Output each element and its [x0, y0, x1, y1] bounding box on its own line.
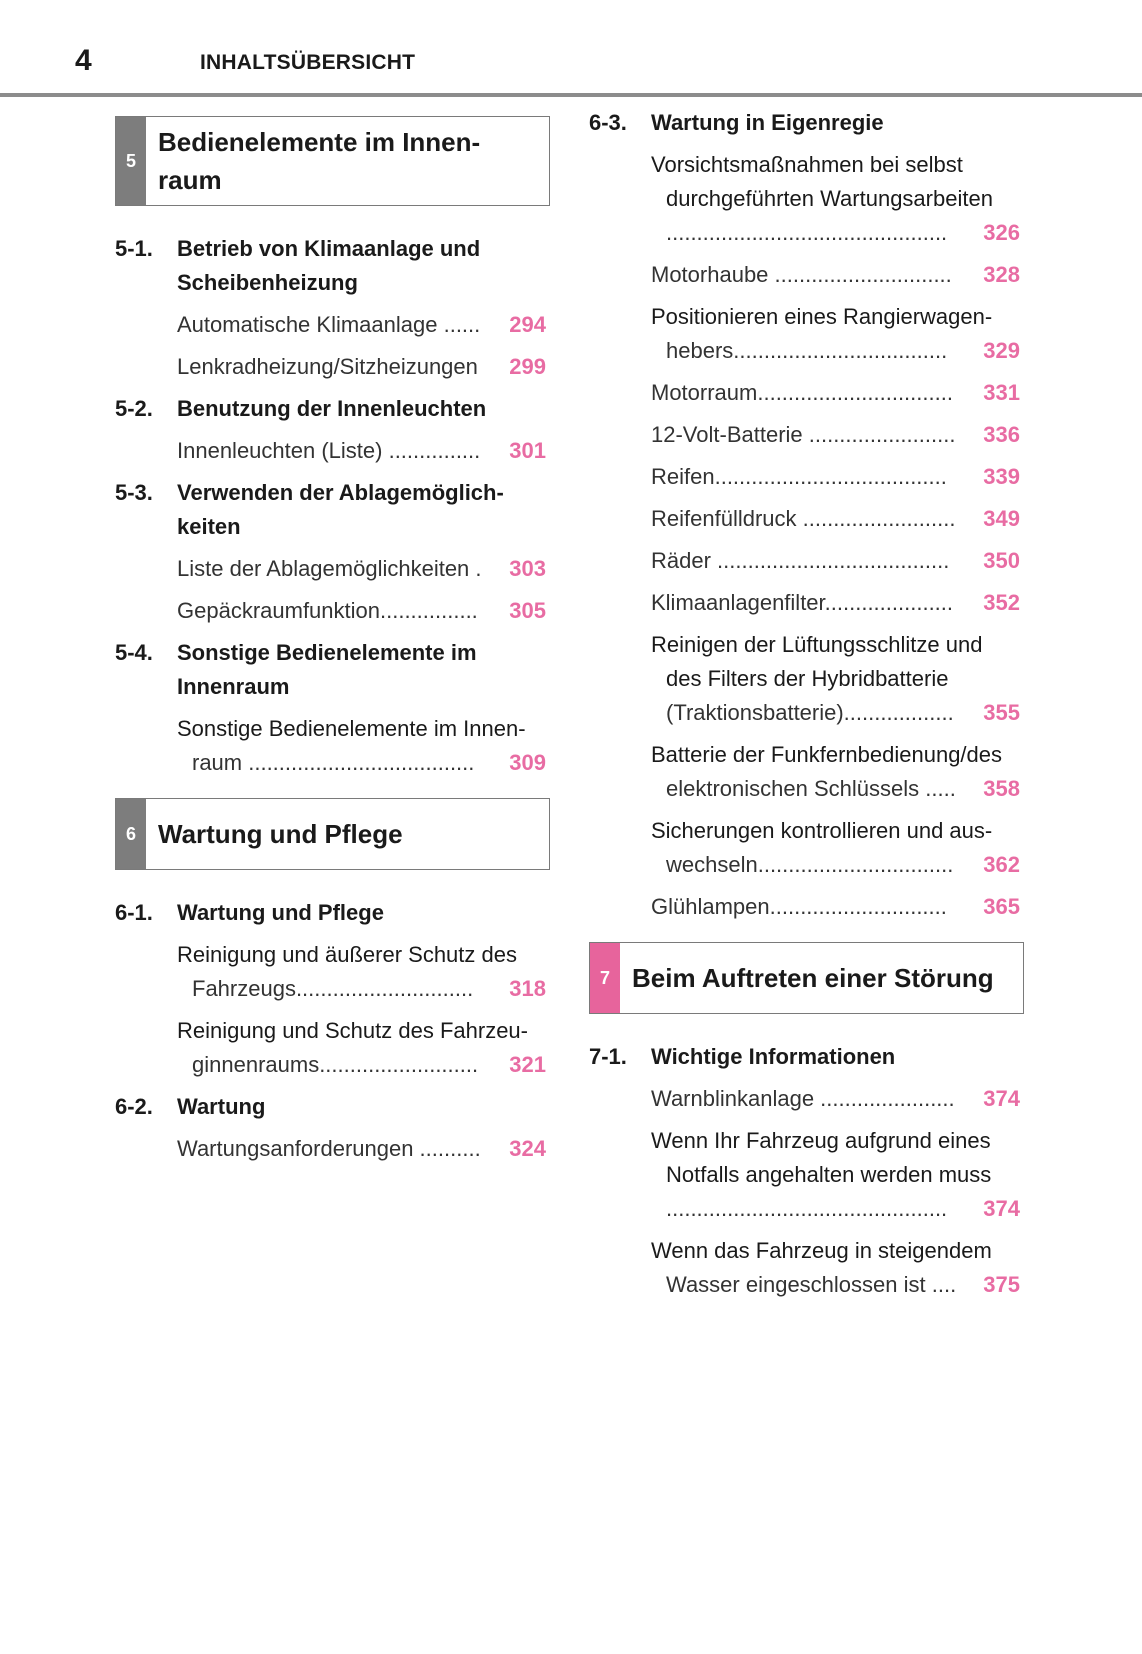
- section-5-tab: 5: [116, 117, 146, 205]
- page-link[interactable]: 309: [504, 746, 546, 780]
- subsection-5-4[interactable]: 5-4. Sonstige Bedienelemente im Innenraum: [115, 640, 477, 699]
- subsection-5-2[interactable]: 5-2. Benutzung der Innenleuchten: [115, 396, 487, 421]
- toc-entry[interactable]: Wenn das Fahrzeug in steigendem Wasser eingeschlossen ist .... 375: [651, 1234, 1024, 1302]
- toc-entry[interactable]: Warnblinkanlage ...................... 374: [651, 1082, 1024, 1116]
- toc-entry[interactable]: Liste der Ablagemöglichkeiten . 303: [177, 552, 550, 586]
- toc-entry[interactable]: Reifenfülldruck ......................... 349: [651, 502, 1024, 536]
- page-link[interactable]: 339: [978, 460, 1020, 494]
- page-link[interactable]: 374: [978, 1082, 1020, 1116]
- section-6-header[interactable]: [115, 798, 550, 870]
- toc-entry[interactable]: Lenkradheizung/Sitzheizungen 299: [177, 350, 550, 384]
- toc-entry[interactable]: Positionieren eines Rangierwagen- hebers................................... 329: [651, 300, 1024, 368]
- page-link[interactable]: 374: [978, 1192, 1020, 1226]
- toc-entry[interactable]: Wartungsanforderungen .......... 324: [177, 1132, 550, 1166]
- section-5-header[interactable]: [115, 116, 550, 206]
- toc-entry[interactable]: Wenn Ihr Fahrzeug aufgrund eines Notfalls angehalten werden muss .............................................. 374: [651, 1124, 1024, 1226]
- page-link[interactable]: 324: [504, 1132, 546, 1166]
- subsection-6-2[interactable]: 6-2. Wartung: [115, 1094, 266, 1119]
- toc-entry[interactable]: Motorhaube ............................. 328: [651, 258, 1024, 292]
- subsection-6-3[interactable]: 6-3. Wartung in Eigenregie: [589, 110, 884, 135]
- toc-right-column: [589, 100, 1024, 1302]
- toc-entry[interactable]: Vorsichtsmaßnahmen bei selbst durchgeführten Wartungsarbeiten .............................................. 326: [651, 148, 1024, 250]
- toc-entry[interactable]: Automatische Klimaanlage ...... 294: [177, 308, 550, 342]
- toc-entry[interactable]: Batterie der Funkfernbedienung/des elektronischen Schlüssels ..... 358: [651, 738, 1024, 806]
- toc-entry[interactable]: Räder ...................................... 350: [651, 544, 1024, 578]
- page-link[interactable]: 355: [978, 696, 1020, 730]
- page-link[interactable]: 336: [978, 418, 1020, 452]
- page-link[interactable]: 305: [504, 594, 546, 628]
- section-6-title: Wartung und Pflege: [158, 819, 403, 849]
- toc-entry[interactable]: Glühlampen............................. 365: [651, 890, 1024, 924]
- subsection-6-1[interactable]: 6-1. Wartung und Pflege: [115, 900, 384, 925]
- page-link[interactable]: 328: [978, 258, 1020, 292]
- page-link[interactable]: 375: [978, 1268, 1020, 1302]
- toc-entry[interactable]: Reinigen der Lüftungsschlitze und des Filters der Hybridbatterie (Traktionsbatterie).................. 355: [651, 628, 1024, 730]
- page-link[interactable]: 318: [504, 972, 546, 1006]
- page-link[interactable]: 321: [504, 1048, 546, 1082]
- toc-entry[interactable]: 12-Volt-Batterie ........................ 336: [651, 418, 1024, 452]
- section-7-tab: 7: [590, 943, 620, 1013]
- page-number: 4: [75, 44, 92, 77]
- toc-entry[interactable]: Sicherungen kontrollieren und aus- wechseln................................ 362: [651, 814, 1024, 882]
- section-7-header[interactable]: [589, 942, 1024, 1014]
- toc-left-column: [115, 100, 550, 1166]
- page-link[interactable]: 329: [978, 334, 1020, 368]
- header-divider: [0, 93, 1142, 97]
- page-link[interactable]: 294: [504, 308, 546, 342]
- page-link[interactable]: 349: [978, 502, 1020, 536]
- toc-entry[interactable]: Gepäckraumfunktion................ 305: [177, 594, 550, 628]
- section-6-tab: 6: [116, 799, 146, 869]
- toc-entry[interactable]: Sonstige Bedienelemente im Innen- raum ..................................... 309: [177, 712, 550, 780]
- page-link[interactable]: 331: [978, 376, 1020, 410]
- section-5-title: Bedienelemente im Innen- raum: [158, 127, 481, 195]
- section-7-title: Beim Auftreten einer Störung: [632, 963, 994, 993]
- page-link[interactable]: 362: [978, 848, 1020, 882]
- page-link[interactable]: 326: [978, 216, 1020, 250]
- page-link[interactable]: 365: [978, 890, 1020, 924]
- page-link[interactable]: 301: [504, 434, 546, 468]
- page-link[interactable]: 299: [504, 350, 546, 384]
- toc-entry[interactable]: Reinigung und Schutz des Fahrzeu- ginnenraums.......................... 321: [177, 1014, 550, 1082]
- toc-entry[interactable]: Reifen...................................... 339: [651, 460, 1024, 494]
- subsection-5-1[interactable]: 5-1. Betrieb von Klimaanlage und Scheibenheizung: [115, 236, 481, 295]
- page-header-title: INHALTSÜBERSICHT: [200, 51, 416, 74]
- page-link[interactable]: 303: [504, 552, 546, 586]
- toc-entry[interactable]: Klimaanlagenfilter..................... 352: [651, 586, 1024, 620]
- page-link[interactable]: 350: [978, 544, 1020, 578]
- toc-entry[interactable]: Innenleuchten (Liste) ............... 301: [177, 434, 550, 468]
- subsection-5-3[interactable]: 5-3. Verwenden der Ablagemöglich- keiten: [115, 480, 504, 539]
- toc-entry[interactable]: Motorraum................................ 331: [651, 376, 1024, 410]
- page-link[interactable]: 352: [978, 586, 1020, 620]
- page-link[interactable]: 358: [978, 772, 1020, 806]
- subsection-7-1[interactable]: 7-1. Wichtige Informationen: [589, 1044, 896, 1069]
- toc-entry[interactable]: Reinigung und äußerer Schutz des Fahrzeugs............................. 318: [177, 938, 550, 1006]
